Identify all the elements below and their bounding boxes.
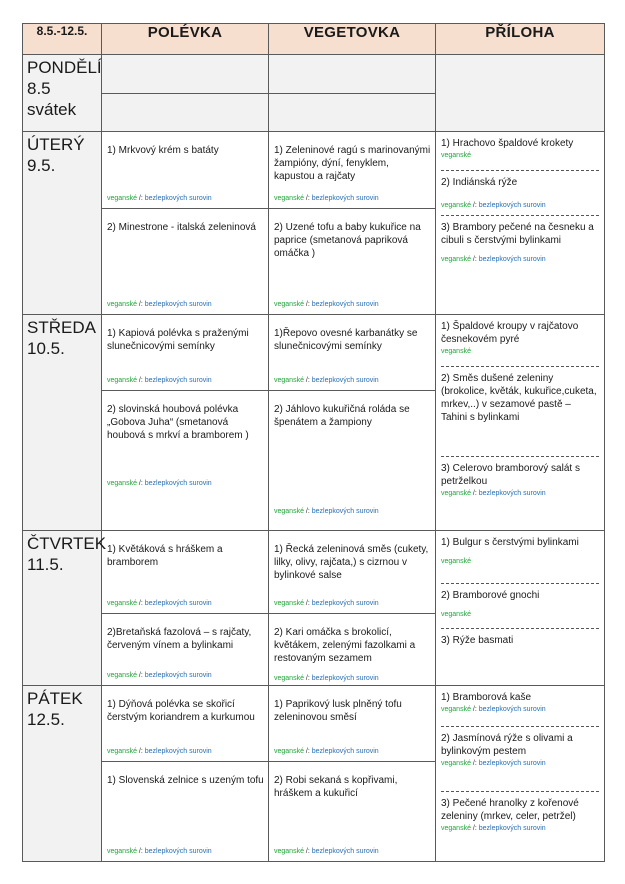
dish-text: 2)Bretaňská fazolová – s rajčaty, červeným vínem a bylinkami [107,626,252,651]
date-range: 8.5.-12.5. [23,24,102,55]
thursday-soup-2 [102,613,269,686]
diet-tag: veganské /: bezlepkových surovin [274,194,379,202]
diet-tag: veganské /: bezlepkových surovin [441,489,546,497]
day-name: ÚTERÝ [27,135,85,155]
day-monday [23,55,102,132]
dish-text: 1) Slovenská zelnice s uzeným tofu [107,774,264,786]
side-item: 2) Směs dušené zeleniny (brokolice, květák, kukuřice,cuketa, mrkev,..) v sezamové pastě – Tahini s bylinkami [441,366,599,456]
diet-tag: veganské /: bezlepkových surovin [274,599,379,607]
day-tuesday [23,132,102,315]
friday-main-1 [269,686,436,762]
diet-tag: veganské /: bezlepkových surovin [107,848,212,855]
wednesday-row [23,314,605,391]
side-item: 1) Špaldové kroupy v rajčatovo česnekovém pyré veganské [441,315,599,366]
diet-tag: veganské /: bezlepkových surovin [274,675,379,683]
monday-main-1 [269,55,436,93]
side-item: 2) Bramborové gnochi veganské [441,583,599,628]
dish-text: 2) Robi sekaná s kopřivami, hráškem a kukuřicí [274,774,398,799]
diet-tag: veganské /: bezlepkových surovin [441,202,546,210]
tuesday-main-1 [269,132,436,209]
diet-tag: veganské /: bezlepkových surovin [441,256,546,264]
friday-main-2 [269,761,436,861]
dish-text: 2) Jáhlovo kukuřičná roláda se špenátem a žampiony [274,404,410,429]
day-date: 10.5. [27,338,65,358]
thursday-soup-1 [102,530,269,613]
dish-text: 2) Uzené tofu a baby kukuřice na paprice (smetanová papriková omáčka ) [274,221,421,259]
diet-tag: veganské /: bezlepkových surovin [107,194,212,202]
wednesday-soup-2 [102,391,269,530]
friday-sides [436,686,605,862]
dish-text: 2) Kari omáčka s brokolicí, květákem, zelenými fazolkami a restovaným sezamem [274,626,416,664]
day-wednesday [23,314,102,530]
side-item: 3) Brambory pečené na česneku a cibuli s čerstvými bylinkami veganské /: bezlepkových surovin [441,215,599,267]
day-note: svátek [27,100,77,120]
dish-text: 1)Řepovo ovesné karbanátky se slunečnicovými semínky [274,327,418,352]
col-header-side: PŘÍLOHA [436,24,605,55]
wednesday-soup-1 [102,314,269,391]
diet-tag: veganské /: bezlepkových surovin [441,825,546,833]
diet-tag: veganské /: bezlepkových surovin [441,760,546,768]
dish-text: 1) Dýňová polévka se skořicí čerstvým koriandrem a kurkumou [107,699,255,724]
day-date: 9.5. [27,156,56,176]
diet-tag: veganské [441,610,471,618]
diet-tag: veganské /: bezlepkových surovin [274,377,379,385]
day-name: ČTVRTEK [27,533,107,553]
side-item: 3) Rýže basmati [441,628,599,650]
dish-text: 1) Zeleninové ragú s marinovanými žampióny, dýní, fenyklem, kapustou a rajčaty [274,145,431,183]
dish-text: 1) Kapiová polévka s praženými slunečnicovými semínky [107,327,249,352]
diet-tag: veganské /: bezlepkových surovin [274,300,379,308]
side-item: 3) Celerovo bramborový salát s petrželkou veganské /: bezlepkových surovin [441,456,599,501]
day-date: 12.5. [27,710,65,730]
monday-row [23,55,605,93]
tuesday-row [23,132,605,209]
diet-tag: veganské [441,347,471,355]
day-name: PÁTEK [27,689,83,709]
friday-soup-2 [102,761,269,861]
thursday-main-2 [269,613,436,686]
dish-text: 2) slovinská houbová polévka „Gobova Juha“ (smetanová houbová s mrkví a bramborem ) [107,404,249,442]
col-header-soup: POLÉVKA [102,24,269,55]
friday-row [23,686,605,762]
diet-tag: veganské /: bezlepkových surovin [107,747,212,755]
diet-tag: veganské [441,557,471,565]
tuesday-sides [436,132,605,315]
thursday-sides [436,530,605,685]
weekly-menu-table [22,23,605,862]
diet-tag: veganské [441,152,471,160]
dish-text: 1) Květáková s hráškem a bramborem [107,543,223,568]
tuesday-soup-1 [102,132,269,209]
dish-text: 2) Minestrone - italská zeleninová [107,221,256,233]
side-item: 2) Jasmínová rýže s olivami a bylinkovým pestem veganské /: bezlepkových surovin [441,726,599,791]
diet-tag: veganské /: bezlepkových surovin [107,300,212,308]
dish-text: 1) Řecká zeleninová směs (cukety, lilky, olivy, rajčata,) s cizrnou v bylinkové salse [274,543,429,581]
thursday-row [23,530,605,613]
wednesday-sides [436,314,605,530]
day-date: 8.5 [27,79,51,99]
side-item: 2) Indiánská rýže veganské /: bezlepkových surovin [441,170,599,215]
tuesday-main-2 [269,208,436,314]
diet-tag: veganské /: bezlepkových surovin [107,672,212,680]
monday-soup-1 [102,55,269,93]
diet-tag: veganské /: bezlepkových surovin [107,377,212,385]
side-item: 3) Pečené hranolky z kořenové zeleniny (mrkev, celer, petržel) veganské /: bezlepkových surovin [441,791,599,836]
monday-soup-2 [102,93,269,131]
side-item: 1) Bramborová kaše veganské /: bezlepkových surovin [441,686,599,726]
side-item: 1) Bulgur s čerstvými bylinkami veganské [441,531,599,583]
diet-tag: veganské /: bezlepkových surovin [107,599,212,607]
friday-soup-1 [102,686,269,762]
diet-tag: veganské /: bezlepkových surovin [274,747,379,755]
day-name: STŘEDA [27,317,96,337]
diet-tag: veganské /: bezlepkových surovin [274,848,379,855]
side-item: 1) Hrachovo špaldové krokety veganské [441,132,599,170]
tuesday-soup-2 [102,208,269,314]
day-friday [23,686,102,862]
day-thursday [23,530,107,685]
monday-side [436,55,605,132]
diet-tag: veganské /: bezlepkových surovin [441,706,546,714]
header-row [23,24,605,55]
dish-text: 1) Paprikový lusk plněný tofu zeleninovou směsí [274,699,402,724]
wednesday-main-2 [269,391,436,530]
diet-tag: veganské /: bezlepkových surovin [274,507,379,515]
day-date: 11.5. [27,554,64,574]
monday-main-2 [269,93,436,131]
dish-text: 1) Mrkvový krém s batáty [107,145,219,157]
thursday-main-1 [269,530,436,613]
diet-tag: veganské /: bezlepkových surovin [107,479,212,487]
day-name: PONDĚLÍ [27,58,102,78]
col-header-vegetovka: VEGETOVKA [269,24,436,55]
wednesday-main-1 [269,314,436,391]
